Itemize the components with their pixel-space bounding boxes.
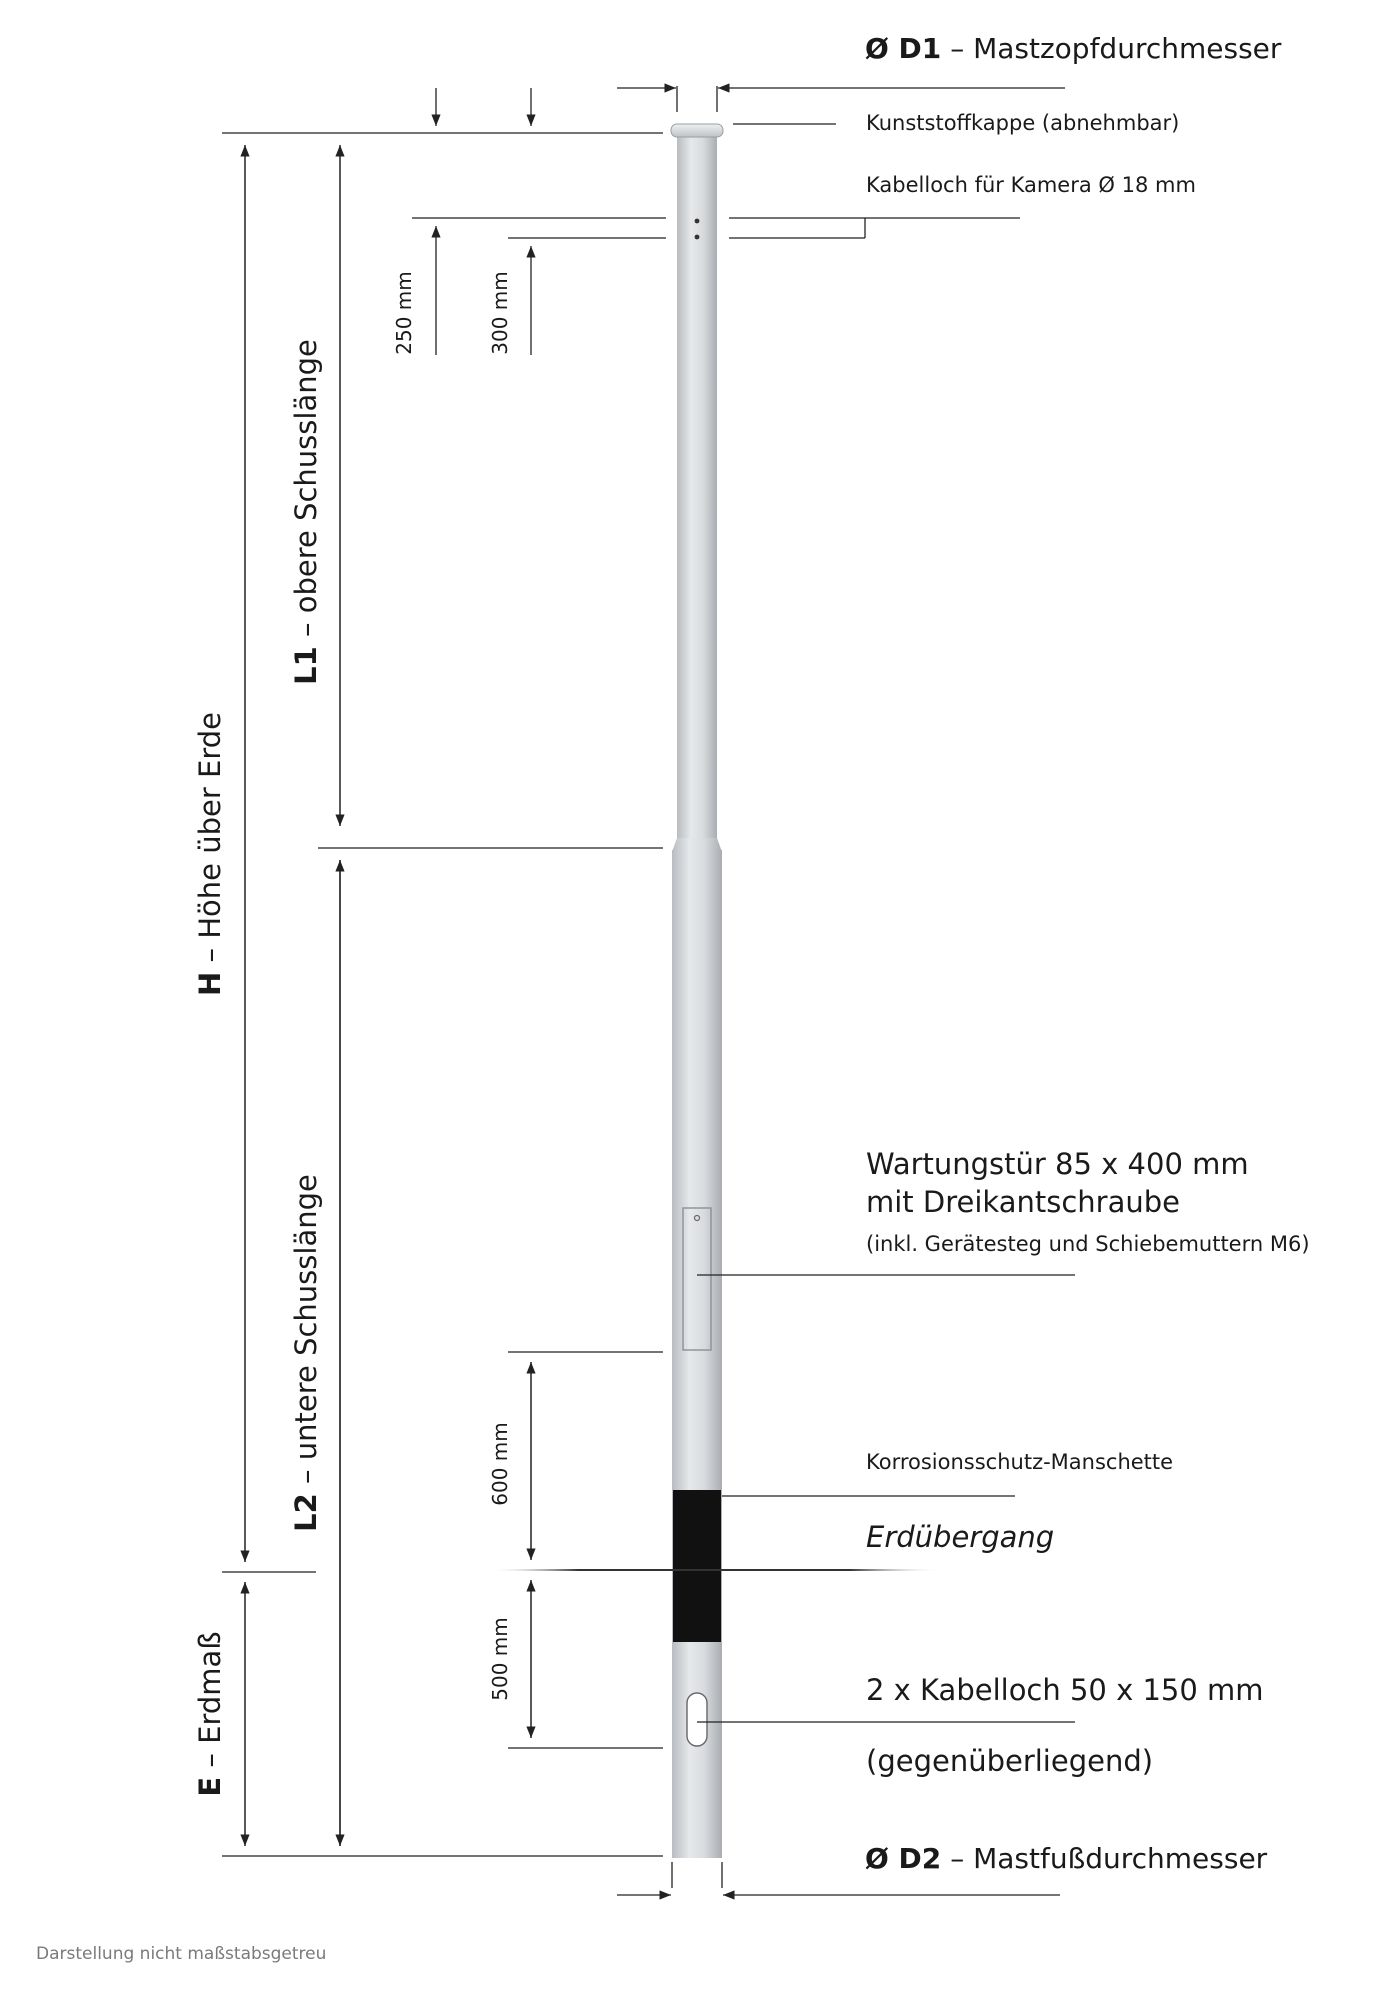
e-label xyxy=(193,1631,227,1796)
ground-line xyxy=(488,1569,940,1571)
dim-500-label: 500 mm xyxy=(488,1617,512,1701)
camera-hole-icon xyxy=(695,235,700,240)
door-label-line2: mit Dreikantschraube xyxy=(866,1185,1180,1219)
pole xyxy=(671,124,723,1858)
dimension-lines xyxy=(222,86,1075,1895)
door-label-line1: Wartungstür 85 x 400 mm xyxy=(866,1147,1249,1181)
l2-label xyxy=(289,1174,323,1532)
ground-transition-label: Erdübergang xyxy=(866,1520,1055,1554)
cable-hole-label-line1: 2 x Kabelloch 50 x 150 mm xyxy=(866,1673,1264,1707)
dim-600-label: 600 mm xyxy=(488,1422,512,1506)
l1-label xyxy=(289,339,323,685)
h-symbol: H xyxy=(193,971,227,996)
l1-text: – obere Schusslänge xyxy=(289,339,323,637)
dim-300-label: 300 mm xyxy=(488,271,512,355)
l2-text: – untere Schusslänge xyxy=(289,1174,323,1484)
l1-symbol: L1 xyxy=(289,646,323,685)
h-label xyxy=(193,712,227,996)
dim-250-label: 250 mm xyxy=(392,271,416,355)
footnote: Darstellung nicht maßstabsgetreu xyxy=(36,1944,327,1964)
camera-hole-label: Kabelloch für Kamera Ø 18 mm xyxy=(866,173,1196,197)
top-diameter-label xyxy=(865,32,1281,65)
door-label-line3: (inkl. Gerätesteg und Schiebemuttern M6) xyxy=(866,1232,1310,1256)
corrosion-sleeve xyxy=(673,1490,721,1642)
bottom-diameter-symbol: Ø D2 xyxy=(865,1842,942,1875)
bottom-diameter-text: – Mastfußdurchmesser xyxy=(950,1842,1268,1875)
h-text: – Höhe über Erde xyxy=(193,712,227,963)
pole-joint xyxy=(672,838,722,852)
plastic-cap xyxy=(671,124,723,137)
camera-hole-icon xyxy=(695,219,700,224)
bottom-diameter-label xyxy=(865,1842,1267,1875)
sleeve-label: Korrosionsschutz-Manschette xyxy=(866,1450,1174,1474)
cable-slot xyxy=(687,1693,707,1746)
l2-symbol: L2 xyxy=(289,1493,323,1532)
cap-label: Kunststoffkappe (abnehmbar) xyxy=(866,111,1180,135)
top-diameter-symbol: Ø D1 xyxy=(865,32,942,65)
e-symbol: E xyxy=(193,1776,227,1797)
cable-hole-label-line2: (gegenüberliegend) xyxy=(866,1744,1154,1778)
e-text: – Erdmaß xyxy=(193,1631,227,1768)
top-diameter-text: – Mastzopfdurchmesser xyxy=(950,32,1282,65)
